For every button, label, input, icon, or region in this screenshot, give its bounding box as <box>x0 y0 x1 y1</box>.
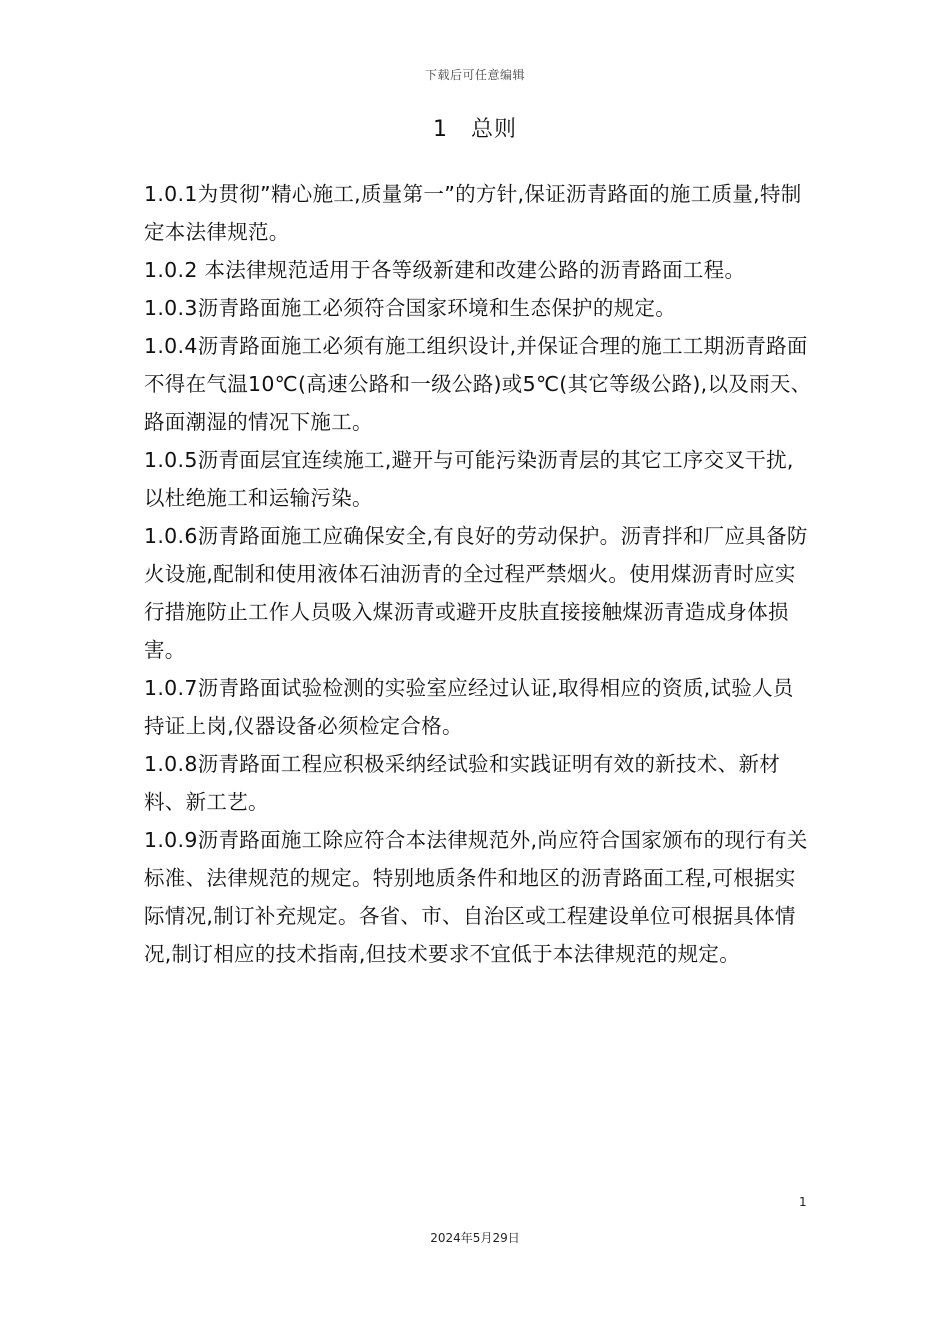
body-text <box>144 175 814 973</box>
paragraph-1-0-1: 1.0.1为贯彻”精心施工,质量第一”的方针,保证沥青路面的施工质量,特制定本法律规范。 <box>144 182 802 244</box>
page-title: 1 总则 <box>433 117 517 142</box>
header-note: 下载后可任意编辑 <box>424 68 525 82</box>
paragraph-1-0-6: 1.0.6沥青路面施工应确保安全,有良好的劳动保护。沥青拌和厂应具备防火设施,配制和使用液体石油沥青的全过程严禁烟火。使用煤沥青时应实行措施防止工作人员吸入煤沥青或避开皮肤直接接触煤沥青造成身体损害。 <box>144 524 808 662</box>
paragraph-1-0-8: 1.0.8沥青路面工程应积极采纳经试验和实践证明有效的新技术、新材料、新工艺。 <box>144 752 781 814</box>
paragraph-1-0-7: 1.0.7沥青路面试验检测的实验室应经过认证,取得相应的资质,试验人员持证上岗,仪器设备必须检定合格。 <box>144 676 794 738</box>
paragraph-1-0-2: 1.0.2 本法律规范适用于各等级新建和改建公路的沥青路面工程。 <box>144 258 746 282</box>
paragraph-1-0-4: 1.0.4沥青路面施工必须有施工组织设计,并保证合理的施工工期沥青路面不得在气温10℃(高速公路和一级公路)或5℃(其它等级公路),以及雨天、路面潮湿的情况下施工。 <box>144 334 812 434</box>
paragraph-1-0-9: 1.0.9沥青路面施工除应符合本法律规范外,尚应符合国家颁布的现行有关标准、法律规范的规定。特别地质条件和地区的沥青路面工程,可根据实际情况,制订补充规定。各省、市、自治区或工程建设单位可根据具体情况,制订相应的技术指南,但技术要求不宜低于本法律规范的规定。 <box>144 828 808 966</box>
footer-date: 2024年5月29日 <box>430 1231 520 1245</box>
paragraph-1-0-3: 1.0.3沥青路面施工必须符合国家环境和生态保护的规定。 <box>144 296 677 320</box>
page-number: 1 <box>799 1195 807 1209</box>
paragraph-1-0-5: 1.0.5沥青面层宜连续施工,避开与可能污染沥青层的其它工序交叉干扰,以杜绝施工和运输污染。 <box>144 448 794 510</box>
